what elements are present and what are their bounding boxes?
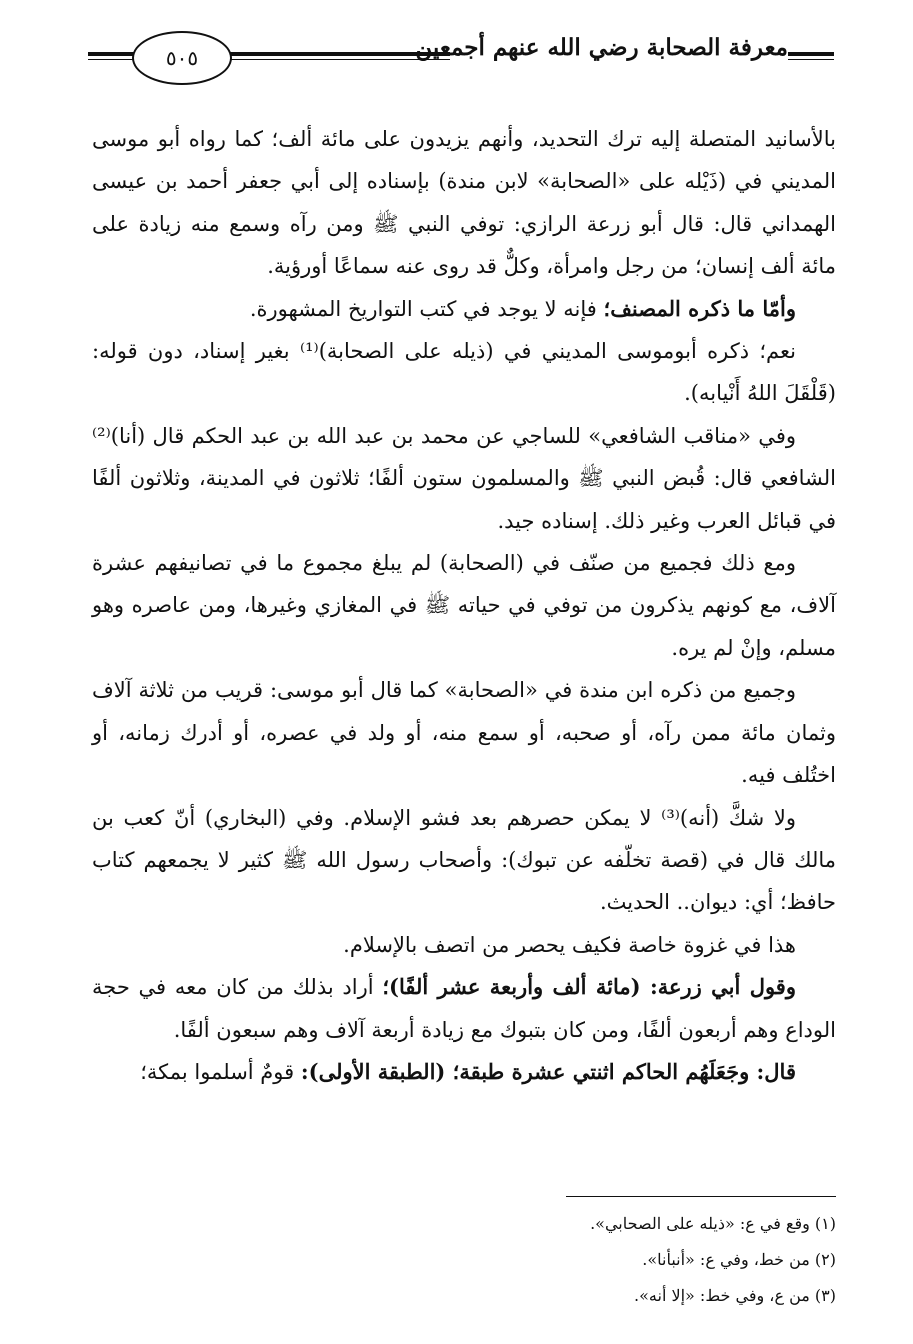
paragraph: [92, 330, 836, 415]
paragraph-lead: قال: وجَعَلَهُم الحاكم اثنتي عشرة طبقة؛ (الطبقة الأولى):: [300, 1058, 796, 1084]
paragraph: [92, 1051, 836, 1093]
paragraph: [92, 966, 836, 1051]
main-text: [92, 118, 836, 1093]
paragraph-text: قومٌ أسلموا بمكة؛: [140, 1059, 301, 1084]
paragraph: [92, 542, 836, 669]
paragraph-text: هذا في غزوة خاصة فكيف يحصر من اتصف بالإسلام.: [343, 932, 796, 957]
running-header: [88, 22, 834, 102]
paragraph: [92, 415, 836, 542]
header-rule: [788, 52, 834, 56]
paragraph-text: وجميع من ذكره ابن مندة في «الصحابة» كما قال أبو موسى: قريب من ثلاثة آلاف وثمان مائة ممن رآه، أو صحبه، أو سمع منه، أو ولد في عصره، أو أدرك زمانه، أو اختُلف فيه.: [92, 678, 836, 788]
paragraph-text: ولا شكَّ (أنه)⁽³⁾ لا يمكن حصرهم بعد فشو الإسلام. وفي (البخاري) أنّ كعب بن مالك قال في (قصة تخلّفه عن تبوك): وأصحاب رسول الله ﷺ كثير لا يجمعهم كتاب حافظ؛ أي: ديوان.. الحديث.: [92, 805, 836, 915]
paragraph: [92, 288, 836, 330]
paragraph-lead: وقول أبي زرعة: (مائة ألف وأربعة عشر ألفًا)؛: [382, 974, 796, 1000]
header-rule: [788, 59, 834, 60]
footnote: (٢) من خط، وفي ع: «أنبأنا».: [642, 1250, 836, 1269]
paragraph-text: فإنه لا يوجد في كتب التواريخ المشهورة.: [249, 296, 604, 321]
paragraph-text: نعم؛ ذكره أبوموسى المديني في (ذيله على الصحابة)⁽¹⁾ بغير إسناد، دون قوله: (قَلْقَلَ اللهُ أَنْيابه).: [92, 339, 836, 406]
paragraph: [92, 924, 836, 966]
footnote-separator: [566, 1196, 836, 1197]
paragraph: [92, 669, 836, 796]
paragraph-text: ومع ذلك فجميع من صنّف في (الصحابة) لم يبلغ مجموع ما في تصانيفهم عشرة آلاف، مع كونهم يذكرون من توفي في حياته ﷺ في المغازي وغيرها، ومن عاصره وهو مسلم، وإنْ لم يره.: [92, 551, 836, 660]
paragraph: [92, 118, 836, 288]
paragraph-text: بالأسانيد المتصلة إليه ترك التحديد، وأنهم يزيدون على مائة ألف؛ كما رواه أبو موسى المديني في (ذَيْله على «الصحابة» لابن مندة) بإسناده إلى أبي جعفر أحمد بن عيسى الهمداني قال: قال أبو زرعة الرازي: توفي النبي ﷺ ومن رآه وسمع منه زيادة على مائة ألف إنسان؛ من رجل وامرأة، وكلٌّ قد روى عنه سماعًا أورؤية.: [92, 127, 836, 279]
footnote: (٣) من ع، وفي خط: «إلا أنه».: [634, 1286, 836, 1305]
page-number: ٥٠٥: [132, 31, 232, 85]
paragraph-text: أراد بذلك من كان معه في حجة الوداع وهم أربعون ألفًا، ومن كان بتبوك مع زيادة أربعة آلاف وهم سبعون ألفًا.: [92, 975, 836, 1042]
running-title: معرفة الصحابة رضي الله عنهم أجمعين: [415, 34, 788, 61]
footnote: (١) وقع في ع: «ذيله على الصحابي».: [590, 1214, 836, 1233]
paragraph-text: وفي «مناقب الشافعي» للساجي عن محمد بن عبد الله بن عبد الحكم قال (أنا)⁽²⁾ الشافعي قال: قُبض النبي ﷺ والمسلمون ستون ألفًا؛ ثلاثون في المدينة، وثلاثون ألفًا في قبائل العرب وغير ذلك. إسناده جيد.: [92, 423, 836, 533]
footnotes: [92, 1206, 836, 1314]
paragraph-lead: وأمّا ما ذكره المصنف؛: [603, 295, 796, 321]
header-rule: [88, 59, 136, 60]
paragraph: [92, 797, 836, 924]
header-rule: [88, 52, 136, 56]
